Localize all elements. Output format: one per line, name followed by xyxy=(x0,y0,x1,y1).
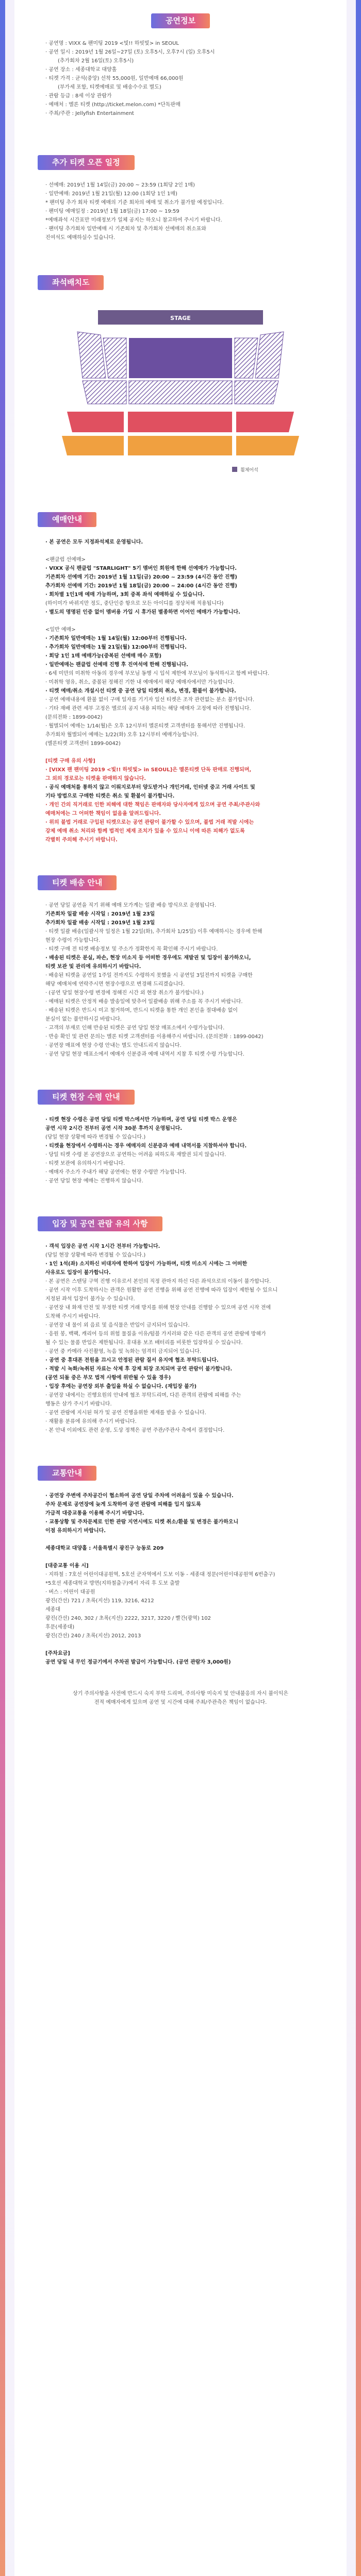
entry-line: 행동은 삼가 주시기 바랍니다. xyxy=(45,1401,112,1407)
right-gradient-border xyxy=(356,0,361,2576)
onsite-line: · 당일 티켓 수령 본 공연장으로 공연하는 어려움 피하도록 재발권 되지 않습니다. xyxy=(45,1152,226,1158)
entry-line: · 공연 중 휴대폰 전원을 끄시고 안정된 관람 질서 유지에 협조 부탁드립니다. xyxy=(45,1358,219,1363)
section-booking-title: 예매안내 xyxy=(38,512,96,527)
section-transport-title: 교통안내 xyxy=(38,1466,96,1481)
booking-line: (문의전화 : 1899-0042) xyxy=(45,715,103,720)
section-onsite-title: 티켓 현장 수령 안내 xyxy=(38,1090,135,1105)
delivery-line: 추가회차 일괄 배송 시작일 : 2019년 1월 23일 xyxy=(45,920,155,926)
section-extra xyxy=(14,145,347,242)
section-transport-header xyxy=(14,1455,347,1492)
booking-line: 예매처에는 그 어떠한 책임이 없음을 알려드립니다. xyxy=(45,811,161,817)
transport-line: 후문(세종대) xyxy=(45,1624,75,1630)
booking-line: · 추가회차 일반예매는 1월 21일(월) 12:00부터 진행됩니다. xyxy=(45,645,187,650)
booking-line: · 본 공연은 모두 지정좌석제로 운영됩니다. xyxy=(45,539,143,545)
entry-line: · 공연장 내에서는 진행요원의 안내에 협조 부탁드리며, 다른 관객의 관람에 피해를 주는 xyxy=(45,1393,241,1398)
floor-rear-right-block xyxy=(235,381,278,404)
booking-line: [티켓 구매 유의 사항] xyxy=(45,758,95,764)
balcony-center-orange xyxy=(128,436,232,455)
stage-label: STAGE xyxy=(170,315,191,321)
entry-line: · 공연 관람에 지시된 혀가 및 공연 진행을위한 제재를 받을 수 있습니다. xyxy=(45,1410,206,1416)
delivery-line: · 공연 당일 공연을 직기 위해 예매 모가계는 일괄 배송 방식으로 운영됩니다. xyxy=(45,903,217,908)
extra-line: · 팬미팅 예매일정 : 2019년 1월 18일(금) 17:00 ~ 19:59 xyxy=(45,209,179,214)
entry-line: 지정된 좌석 입장이 불가능 수 있습니다. xyxy=(45,1296,135,1302)
entry-line: · 공연 시작 이후 도착하시는 관객은 원활한 공연 진행을 위해 공연 진행에 따라 입장이 제한될 수 있으니 xyxy=(45,1287,278,1293)
booking-line: · 공식 예매처를 통하지 않고 이뤄지로부터 양도받거나 개인거래, 인터넷 중고 거래 사이트 및 xyxy=(45,785,255,790)
balcony-right-orange xyxy=(236,436,299,455)
info-line: · 관람 등급 : 8세 이상 관람가 xyxy=(45,93,112,99)
section-seat-title: 좌석배치도 xyxy=(38,275,104,290)
info-line: · 공연 일시 : 2019년 1월 26일~27일 (토) 오후5시, 오후7시 (일) 오후5시 xyxy=(45,49,215,55)
transport-line: · 버스 : 어린이 대공원 xyxy=(45,1589,95,1595)
booking-line: · 공연 예매내용에 환불 없이 구매 일자를 기기자 일선 티켓은 조작 관련없는 분소 불가합니다. xyxy=(45,697,255,703)
balcony-center-red xyxy=(128,412,232,432)
floor-left-block xyxy=(103,338,126,378)
delivery-line: 현장 수령이 가능합니다. xyxy=(45,938,101,943)
booking-line: · 6세 미만의 미취학 아동의 경우에 부모님 동행 시 입석 제한에 부모님이 동석하시고 함께 바랍니다. xyxy=(45,671,269,676)
entry-line: · 공연 중 카메라 사진촬영, 녹음 및 녹화는 엄격히 금지되어 있습니다. xyxy=(45,1349,202,1354)
transport-line: 세종대 xyxy=(45,1607,60,1613)
booking-line xyxy=(14,617,347,625)
booking-line: · VIXX 공식 팬클럽 "STARLIGHT" 5기 멤버인 회원에 한해 선예매가 가능합니다. xyxy=(45,566,237,571)
info-line: · 티켓 가격 : 균석(중앙) 선착 55,000원, 일반예매 66,000원 xyxy=(45,76,184,81)
entry-line: · 1인 1석(좌) 소지하신 비대자에 한하여 입장이 가능하며, 티켓 미소지 시에는 그 어떠한 xyxy=(45,1261,248,1267)
balcony-left-orange xyxy=(62,436,124,455)
section-onsite xyxy=(14,1079,347,1185)
booking-line: · 월별되어 예매는 1/14(월)은 오후 12시부터 멜론티켓 고객센터를 통해서만 진행됩니다. xyxy=(45,723,245,729)
entry-line: 사유로도 입장이 불가합니다. xyxy=(45,1270,111,1276)
delivery-line: · 티켓 일괄 배송(일괄시작 일정은 1월 22일(화), 추가회차 1/25일) 이후 예매하시는 경우에 한해 xyxy=(45,929,262,935)
floor-rear-left-block xyxy=(83,381,126,404)
section-delivery-header xyxy=(14,865,347,901)
info-line: · 공연 장소 : 세종대학교 대양홀 xyxy=(45,67,117,73)
legend-label: 휠체어석 xyxy=(240,468,258,473)
booking-line: 그 외의 경로로는 티켓을 판매하지 않습니다. xyxy=(45,776,146,782)
booking-line: · 개인 간의 직거래로 인한 피해에 대한 책임은 판매자와 당사자에게 있으며 공연 주최/주관사와 xyxy=(45,802,260,808)
info-line: · 주최/주관 : Jellyfish Entertainment xyxy=(45,111,134,116)
transport-line: 이점 유의하시기 바랍니다. xyxy=(45,1528,106,1534)
booking-line: · 회차별 1인1매 예매 가능하며, 3회 중복 좌석 예매하실 수 있습니다. xyxy=(45,592,205,598)
section-booking-header xyxy=(14,502,347,538)
booking-line: 강제 예매 취소 처리와 함께 법적인 제재 조치가 있을 수 있으니 이에 따른 피해가 없도록 xyxy=(45,828,245,834)
closing-notice xyxy=(14,1689,347,1707)
delivery-line: · 배송된 티켓은 분실, 파손, 현장 미소지 등 어떠한 경우에도 재발권 및 입장이 불가하오니, xyxy=(45,955,251,961)
onsite-line: · 예매자 주소가 주내가 해당 공연에는 현장 수령만 가능합니다. xyxy=(45,1170,187,1175)
booking-line: 기타 방법으로 구매한 티켓은 취소 및 환불이 불가합니다. xyxy=(45,793,175,799)
closing-notice-line-1: 상기 주의사항을 사전에 반드시 숙지 부탁 드리며, 주의사항 미숙지 및 안내불응의 자시 불이익은 xyxy=(72,1691,289,1697)
transport-line xyxy=(14,1535,347,1544)
extra-line: 진여석도 예매하실수 있습니다. xyxy=(45,235,116,241)
delivery-line: 분실이 없는 불안하시길 바랍니다. xyxy=(45,1016,122,1022)
info-line: (부가세 포함, 티켓예매료 및 배송수수료 별도) xyxy=(58,84,161,90)
booking-line: (하이미가 바뀌지만 정도, 중단인증 항으로 모든 아이디를 정상처해 적용됩니다) xyxy=(45,601,224,606)
info-line: (추가회차 2월 16일(토) 오후5시) xyxy=(58,58,134,64)
transport-line: 주차 문제로 공연장에 늦게 도착하여 공연 관람에 피해를 입지 않도록 xyxy=(45,1502,201,1507)
booking-line: · 티켓 예매/취소 개설시선 티켓 중 공연 당일 티켓의 취소, 변경, 환불이 불가합니다. xyxy=(45,688,236,694)
extra-line: · 팬미팅 추가회차 일반예매 시 기존회차 및 추가회차 선예매의 취소표와 xyxy=(45,226,206,232)
entry-line: · 적발 시 녹화/녹취된 자료는 삭제 후 강제 퇴장 조치되며 공연 관람이 불가합니다. xyxy=(45,1366,233,1372)
entry-line: 될 수 있는 물품 반입은 제한됩니다. 휴대용 보조 배터리를 비롯한 입장하실 수 있습니다. xyxy=(45,1340,243,1346)
transport-line: · 공연장 주변에 주차공간이 협소하여 공연 당일 주차에 어려움이 있을 수 있습니다. xyxy=(45,1493,234,1499)
floor-rear-block xyxy=(129,381,232,404)
booking-line: 기존회차 선예매 기간: 2019년 1월 11일(금) 20:00 ~ 23:59 (4시간 동안 진행) xyxy=(45,574,237,580)
extra-line: · 선예매: 2019년 1월 14일(금) 20:00 ~ 23:59 (1회당 2인 1매) xyxy=(45,182,195,188)
booking-line: (멜론티켓 고객센터 1899-0042) xyxy=(45,741,121,747)
delivery-line: 티켓 보관 및 관리에 유의하시기 바랍니다. xyxy=(45,964,141,970)
transport-line: *5호선 세종대학교 방면(지하철출구)에서 자리 후 도보 출발 xyxy=(45,1581,180,1586)
section-booking xyxy=(14,502,347,844)
booking-line: 추가회차 선예매 기간: 2019년 1월 18일(금) 20:00 ~ 24:00 (4시간 동안 진행) xyxy=(45,583,237,589)
booking-line: · 미취학 영유, 취소, 중볼된 정해진 기한 내 예매에서 해당 예매자에서만 가능합니다. xyxy=(45,680,235,685)
section-entry-body xyxy=(14,1242,347,1435)
entry-line: · 공연장 내 물이 외 음료 및 음식물은 반입이 금지되어 있습니다. xyxy=(45,1323,190,1328)
booking-line: <팬클럽 선예매> xyxy=(45,557,86,563)
entry-line: · 객석 입장은 공연 시작 1시간 전부터 가능합니다. xyxy=(45,1244,160,1249)
booking-line: · 기타 재배 관련 세부 고정은 멜로의 공지 내용 피하는 해당 예매자 고정에 따라 진행됩니다. xyxy=(45,706,251,711)
section-seat-header xyxy=(14,265,347,301)
entry-line: 도착해 주시기 바랍니다. xyxy=(45,1314,101,1319)
onsite-line: 공연 시작 2시간 전부터 공연 시작 30분 후까지 운영됩니다. xyxy=(45,1126,183,1131)
booking-line: · 일반예매는 팬클럽 선예매 진행 후 진여석에 한해 진행됩니다. xyxy=(45,662,188,668)
balcony-left-red xyxy=(67,412,124,432)
section-entry xyxy=(14,1206,347,1435)
delivery-line: · 공연 당일 현장 매표소에서 예매자 신분증과 예매 내역서 지참 후 티켓 수령 가능합니다. xyxy=(45,1052,244,1057)
section-extra-body xyxy=(14,181,347,242)
onsite-line: · 티켓을 현장에서 수령하시는 경우 예매자의 신분증과 예매 내역서를 지참하셔야 합니다. xyxy=(45,1143,247,1149)
onsite-line: · 티켓 현장 수령은 공연 당일 티켓 박스에서만 가능하며, 공연 당일 티켓 박스 운영은 xyxy=(45,1117,237,1123)
delivery-line: · 배송된 티켓은 반드시 미고 철거하며, 반드시 티켓을 통한 개인 본인을 절대배송 없이 xyxy=(45,1008,238,1013)
entry-line: · 응원 봉, 백팩, 캐리어 등의 위험 물질을 이유/텀블 가지러와 같은 다른 관객의 공연 관람에 방해가 xyxy=(45,1331,266,1337)
section-extra-header xyxy=(14,145,347,181)
booking-line: · [VIXX 팬 팬미팅 2019 <빛!! 하빗빛> in SEOUL]은 멜론티켓 단독 판매로 진행되며, xyxy=(45,767,252,773)
transport-line: [주차요금] xyxy=(45,1651,70,1656)
transport-line: 광진(간선) 721 / 초록(지선) 119, 3216, 4212 xyxy=(45,1598,154,1604)
section-info-body xyxy=(14,39,347,118)
delivery-line: · 배송된 티켓을 공연일 1주일 전까지도 수령하지 못했을 시 공연일 3일전까지 티켓을 구매한 xyxy=(45,973,253,978)
section-info-title: 공연정보 xyxy=(151,13,210,28)
extra-line: *예매좌석 시간표만 미래정보가 일체 공지는 하오니 참고하여 주시기 바랍니다. xyxy=(45,217,222,223)
onsite-line: (당일 현장 상황에 따라 변경될 수 있습니다.) xyxy=(45,1134,146,1140)
left-gradient-border xyxy=(0,0,5,2576)
booking-line: · 별도의 명명된 인증 없이 멤버용 가입 시 휴가된 별종하면 이어인 예매가 가능합니다. xyxy=(45,609,240,615)
section-transport-body xyxy=(14,1492,347,1667)
delivery-line: · 반송 확인 및 관련 문의는 멜론 티켓 고객센터를 이용해주시 바랍니다. (문의전화 : 1899-0042) xyxy=(45,1034,264,1040)
booking-line: <일반 예매> xyxy=(45,627,76,633)
delivery-line: · 고객의 부재로 인해 반송된 티켓은 공연 당일 현장 매표소에서 수령가능합니다. xyxy=(45,1025,225,1031)
content-sheet xyxy=(14,0,347,2576)
booking-line: · 회당 1인 1매 예매가능(중복된 선예매 매수 포함) xyxy=(45,653,162,659)
onsite-line: · 티켓 보관에 유의하시기 바랍니다. xyxy=(45,1161,125,1166)
section-delivery xyxy=(14,865,347,1059)
section-entry-title: 입장 및 공연 관람 유의 사항 xyxy=(38,1216,162,1231)
balcony-right-red xyxy=(236,412,294,432)
section-entry-header xyxy=(14,1206,347,1242)
booking-line: · 기존회차 일반예매는 1월 14일(월) 12:00부터 진행됩니다. xyxy=(45,636,187,641)
legend-swatch xyxy=(232,467,237,472)
transport-line: [대중교통 이용 시] xyxy=(45,1563,89,1569)
floor-far-left-block xyxy=(77,332,106,378)
entry-line: (당일 현장 상황에 따라 변경될 수 있습니다.) xyxy=(45,1252,146,1258)
extra-line: · 일반예매: 2019년 1월 21일(월) 12:00 (1회당 1인 1매) xyxy=(45,191,177,197)
transport-line xyxy=(14,1553,347,1562)
booking-line: · 위의 불법 거래로 구입된 티켓으로는 공연 관람이 불가할 수 있으며, 불법 거래 적발 시에는 xyxy=(45,820,254,825)
closing-notice-line-2: 전적 예매자에게 있으며 공연 및 시간에 대해 주최/주관측은 책임이 없습니다. xyxy=(94,1700,267,1705)
section-booking-body xyxy=(14,538,347,844)
section-seat xyxy=(14,265,347,486)
booking-line: 추가회차 월별되어 예매는 1/22(화) 오후 12시부터 예매가능합니다. xyxy=(45,732,199,738)
section-info xyxy=(14,0,347,118)
entry-line: · 입장 후에는 공연장 외부 출입을 하실 수 없습니다. (재입장 불가) xyxy=(45,1384,197,1389)
seat-map xyxy=(36,301,325,486)
entry-line: · 본 공연은 스탠딩 구역 진행 이유로서 본인의 직정 관마지 하신 다른 좌석으로의 이동이 불가합니다. xyxy=(45,1279,271,1284)
floor-right-block xyxy=(235,338,258,378)
booking-line: 각별히 주의해 주시기 바랍니다. xyxy=(45,837,118,843)
delivery-line: · 예매된 티켓은 안정적 배송 발송일에 맞추어 일괄배송 위해 주소를 꼭 주시기 바랍니다. xyxy=(45,999,243,1005)
entry-line: · 본 안내 이외에도 관련 운영, 도상 정책은 공연 주관/주관사 측에서 결정합니다. xyxy=(45,1428,225,1433)
info-line: · 공연명 : VIXX & 팬미팅 2019 <빛!! 하빗빛> in SEOUL xyxy=(45,41,179,46)
transport-line: 광진(간선) 240, 302 / 초록(지선) 2222, 3217, 3220 / 빨간(광역) 102 xyxy=(45,1616,211,1621)
extra-line: * 팬미팅 추가 회차 티켓 예매의 기준 회차의 예매 및 취소가 불가할 예정입니다. xyxy=(45,200,224,206)
section-delivery-body xyxy=(14,901,347,1059)
section-onsite-header xyxy=(14,1079,347,1115)
floor-far-right-block xyxy=(255,332,284,378)
floor-center-block xyxy=(129,338,232,378)
transport-line: 공연 당일 내 무인 정금기에서 주차권 발급이 가능합니다. (공연 관람자 3,000원) xyxy=(45,1659,231,1665)
delivery-line: 기존회차 일괄 배송 시작일 : 2019년 1월 23일 xyxy=(45,911,155,917)
transport-line: · 교통상황 및 주차문제로 인한 관람 지연시에도 티켓 취소/환불 및 변경은 불가하오니 xyxy=(45,1519,239,1525)
section-transport xyxy=(14,1455,347,1667)
section-info-header xyxy=(14,3,347,39)
booking-line xyxy=(14,748,347,757)
booking-line xyxy=(14,547,347,555)
transport-line: · 지하철 : 7호선 어린이대공원역, 5호선 군자역에서 도보 이동 - 세종대 정문(어린이대공원역 6번출구) xyxy=(45,1572,275,1578)
section-onsite-body xyxy=(14,1115,347,1185)
entry-line: (공연 되돌 중은 부모 법적 사항에 위반될 수 있을 경우) xyxy=(45,1375,171,1381)
section-extra-title: 추가 티켓 오픈 일정 xyxy=(38,155,135,170)
transport-line: 가급적 대중교통을 이용해 주시기 바랍니다. xyxy=(45,1511,144,1516)
info-line: · 예매처 : 멜론 티켓 (http://ticket.melon.com) *단독판매 xyxy=(45,102,180,108)
delivery-line: · 공연장 매표에 현장 수령 안내는 별도 안내드리지 않습니다. xyxy=(45,1043,182,1048)
seat-map-svg xyxy=(36,301,325,486)
section-delivery-title: 티켓 배송 안내 xyxy=(38,875,117,890)
entry-line: · 공연장 내 화재 안전 및 부정한 티켓 거래 방지를 위해 현장 안내를 진행할 수 있으며 공연 시작 전에 xyxy=(45,1305,271,1311)
delivery-line: 해당 예매처에 연락주시면 현장수령으로 변경해 드리겠습니다. xyxy=(45,981,185,987)
delivery-line: · (공연 당일 현장수령 변경에 정해진 시간 외 현장 취소가 불가합니다.) xyxy=(45,990,204,996)
delivery-line: · 티켓 구매 전 티켓 배송정보 및 주소가 정확한지 꼭 확인해 주시기 바랍니다. xyxy=(45,946,218,952)
transport-line: 세종대학교 대양홀 : 서울특별시 광진구 능동로 209 xyxy=(45,1546,164,1551)
entry-line: · 재활용 분류에 유의해 주시기 바랍니다. xyxy=(45,1419,137,1425)
transport-line xyxy=(14,1640,347,1649)
onsite-line: · 공연 당일 현장 예매는 진행하지 않습니다. xyxy=(45,1178,143,1184)
transport-line: 광진(간선) 240 / 초록(지선) 2012, 2013 xyxy=(45,1633,141,1639)
